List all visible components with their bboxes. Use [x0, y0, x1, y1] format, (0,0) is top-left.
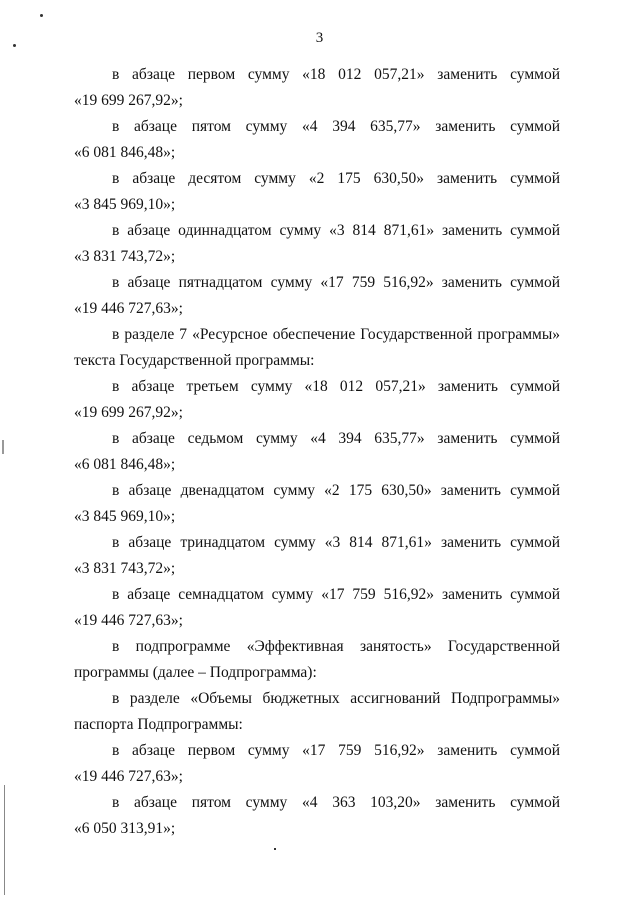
amendment-paragraph — [74, 62, 560, 113]
paragraph-line: в абзаце третьем сумму «18 012 057,21» заменить суммой — [112, 378, 560, 395]
amendment-paragraph — [74, 582, 560, 633]
paragraph-line: «19 699 267,92»; — [74, 91, 183, 109]
amendment-paragraph — [74, 530, 560, 581]
paragraph-line: в подпрограмме «Эффективная занятость» Государственной — [112, 638, 560, 655]
paragraph-line: в абзаце одиннадцатом сумму «3 814 871,61» заменить суммой — [112, 222, 560, 239]
paragraph-line: «19 446 727,63»; — [74, 767, 183, 785]
paragraph-line: в разделе 7 «Ресурсное обеспечение Государственной программы» — [112, 326, 560, 343]
amendment-paragraph — [74, 270, 560, 321]
paragraph-line: в абзаце пятнадцатом сумму «17 759 516,92» заменить суммой — [112, 274, 560, 291]
paragraph-line: «19 446 727,63»; — [74, 611, 183, 629]
paragraph-line: в абзаце первом сумму «18 012 057,21» заменить суммой — [112, 66, 560, 83]
amendment-paragraph — [74, 114, 560, 165]
paragraph-line: в абзаце тринадцатом сумму «3 814 871,61» заменить суммой — [112, 534, 560, 551]
amendment-paragraph — [74, 790, 560, 841]
scan-speck — [274, 848, 276, 850]
paragraph-line: в абзаце пятом сумму «4 363 103,20» заменить суммой — [112, 794, 560, 811]
paragraph-line: программы (далее – Подпрограмма): — [74, 663, 317, 681]
paragraph-line: в абзаце семнадцатом сумму «17 759 516,92» заменить суммой — [112, 586, 560, 603]
paragraph-line: «6 081 846,48»; — [74, 455, 176, 473]
paragraph-line: текста Государственной программы: — [74, 351, 315, 369]
paragraph-line: «6 050 313,91»; — [74, 819, 176, 837]
amendment-paragraph — [74, 478, 560, 529]
paragraph-line: паспорта Подпрограммы: — [74, 715, 243, 733]
section-paragraph — [74, 322, 560, 373]
scan-speck — [40, 14, 43, 17]
scan-edge-mark — [2, 440, 4, 454]
scan-edge-line — [4, 785, 5, 895]
paragraph-line: в разделе «Объемы бюджетных ассигнований Подпрограммы» — [112, 690, 560, 707]
paragraph-line: «3 831 743,72»; — [74, 559, 176, 577]
paragraph-line: «19 699 267,92»; — [74, 403, 183, 421]
paragraph-line: «6 081 846,48»; — [74, 143, 176, 161]
paragraph-line: «3 831 743,72»; — [74, 247, 176, 265]
amendment-paragraph — [74, 426, 560, 477]
amendment-paragraph — [74, 738, 560, 789]
paragraph-line: «3 845 969,10»; — [74, 195, 176, 213]
paragraph-line: в абзаце пятом сумму «4 394 635,77» заменить суммой — [112, 118, 560, 135]
paragraph-line: «3 845 969,10»; — [74, 507, 176, 525]
paragraph-line: в абзаце седьмом сумму «4 394 635,77» заменить суммой — [112, 430, 560, 447]
amendment-paragraph — [74, 166, 560, 217]
section-paragraph — [74, 686, 560, 737]
paragraph-line: в абзаце десятом сумму «2 175 630,50» заменить суммой — [112, 170, 560, 187]
paragraph-line: «19 446 727,63»; — [74, 299, 183, 317]
amendment-paragraph — [74, 218, 560, 269]
section-paragraph — [74, 634, 560, 685]
document-body — [74, 62, 560, 842]
page-number: 3 — [315, 30, 324, 46]
paragraph-line: в абзаце двенадцатом сумму «2 175 630,50» заменить суммой — [112, 482, 560, 499]
paragraph-line: в абзаце первом сумму «17 759 516,92» заменить суммой — [112, 742, 560, 759]
amendment-paragraph — [74, 374, 560, 425]
